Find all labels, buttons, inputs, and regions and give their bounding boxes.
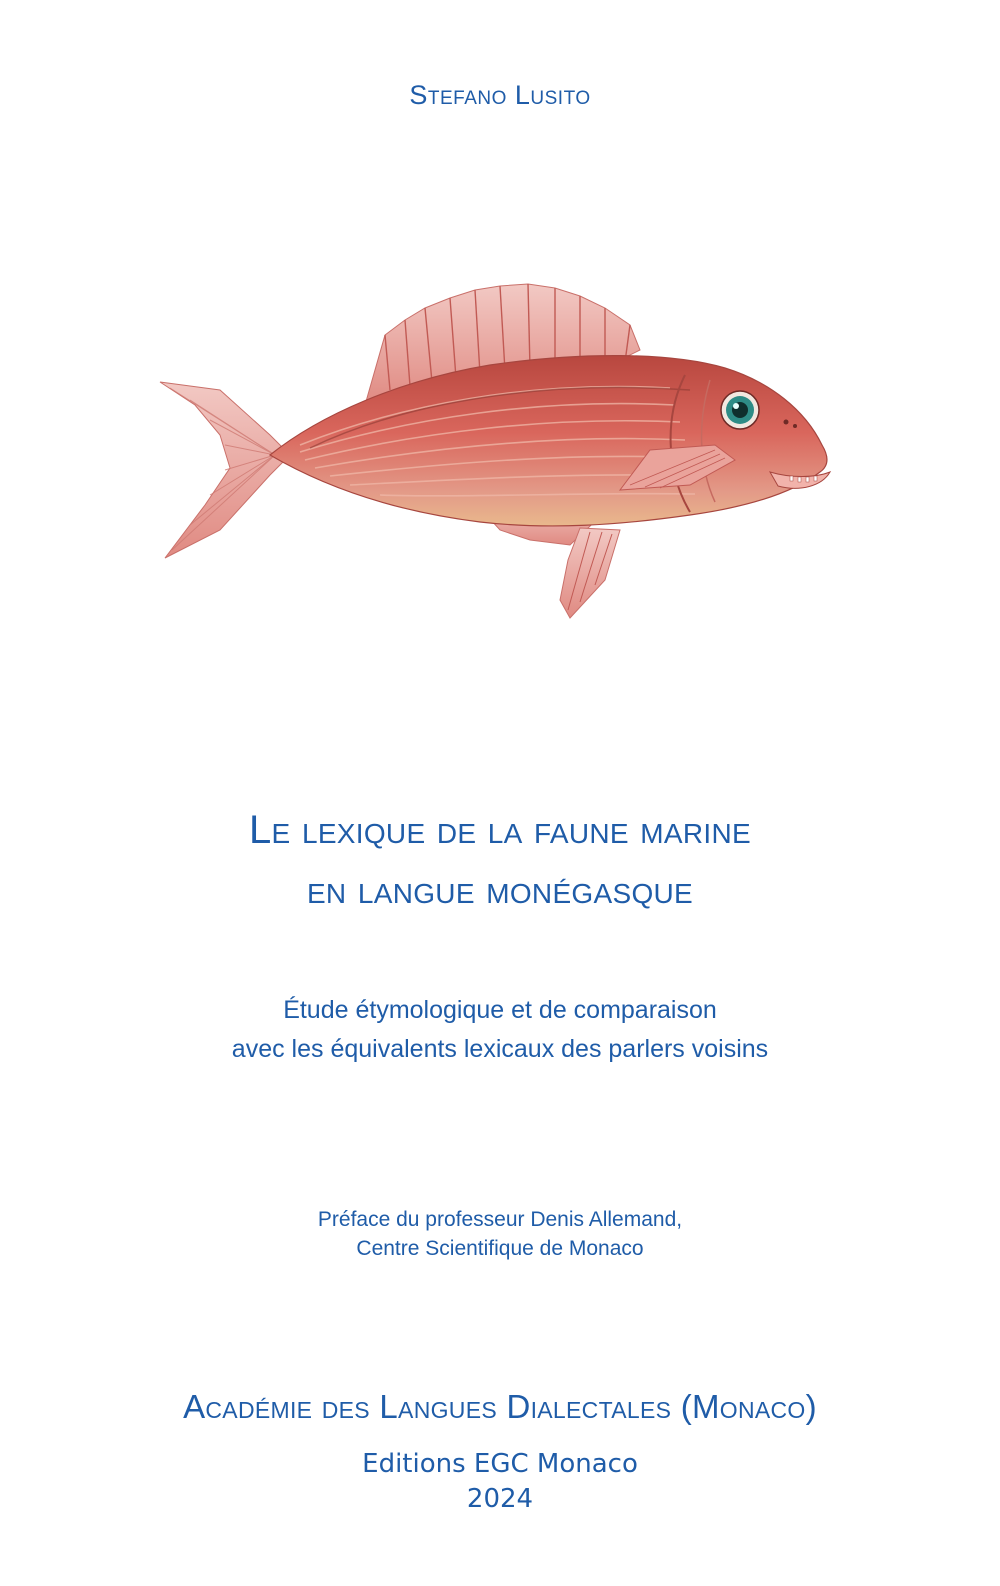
preface-credit-line-1: Préface du professeur Denis Allemand, — [317, 1208, 683, 1231]
fish-icon — [150, 240, 840, 660]
book-title-line-1: Le lexique de la faune marine — [249, 808, 751, 852]
fish-illustration — [150, 240, 840, 660]
publisher-name: Editions EGC Monaco — [362, 1449, 638, 1479]
subtitle-line-1: Étude étymologique et de comparaison — [283, 996, 717, 1024]
preface-credit-line-2: Centre Scientifique de Monaco — [356, 1237, 644, 1260]
publication-year: 2024 — [466, 1484, 534, 1514]
academy-name: Académie des Langues Dialectales (Monaco) — [183, 1388, 817, 1425]
book-title-line-2: en langue monégasque — [306, 868, 694, 912]
subtitle-line-2: avec les équivalents lexicaux des parlers voisins — [231, 1035, 769, 1063]
author-name: Stefano Lusito — [409, 80, 591, 110]
